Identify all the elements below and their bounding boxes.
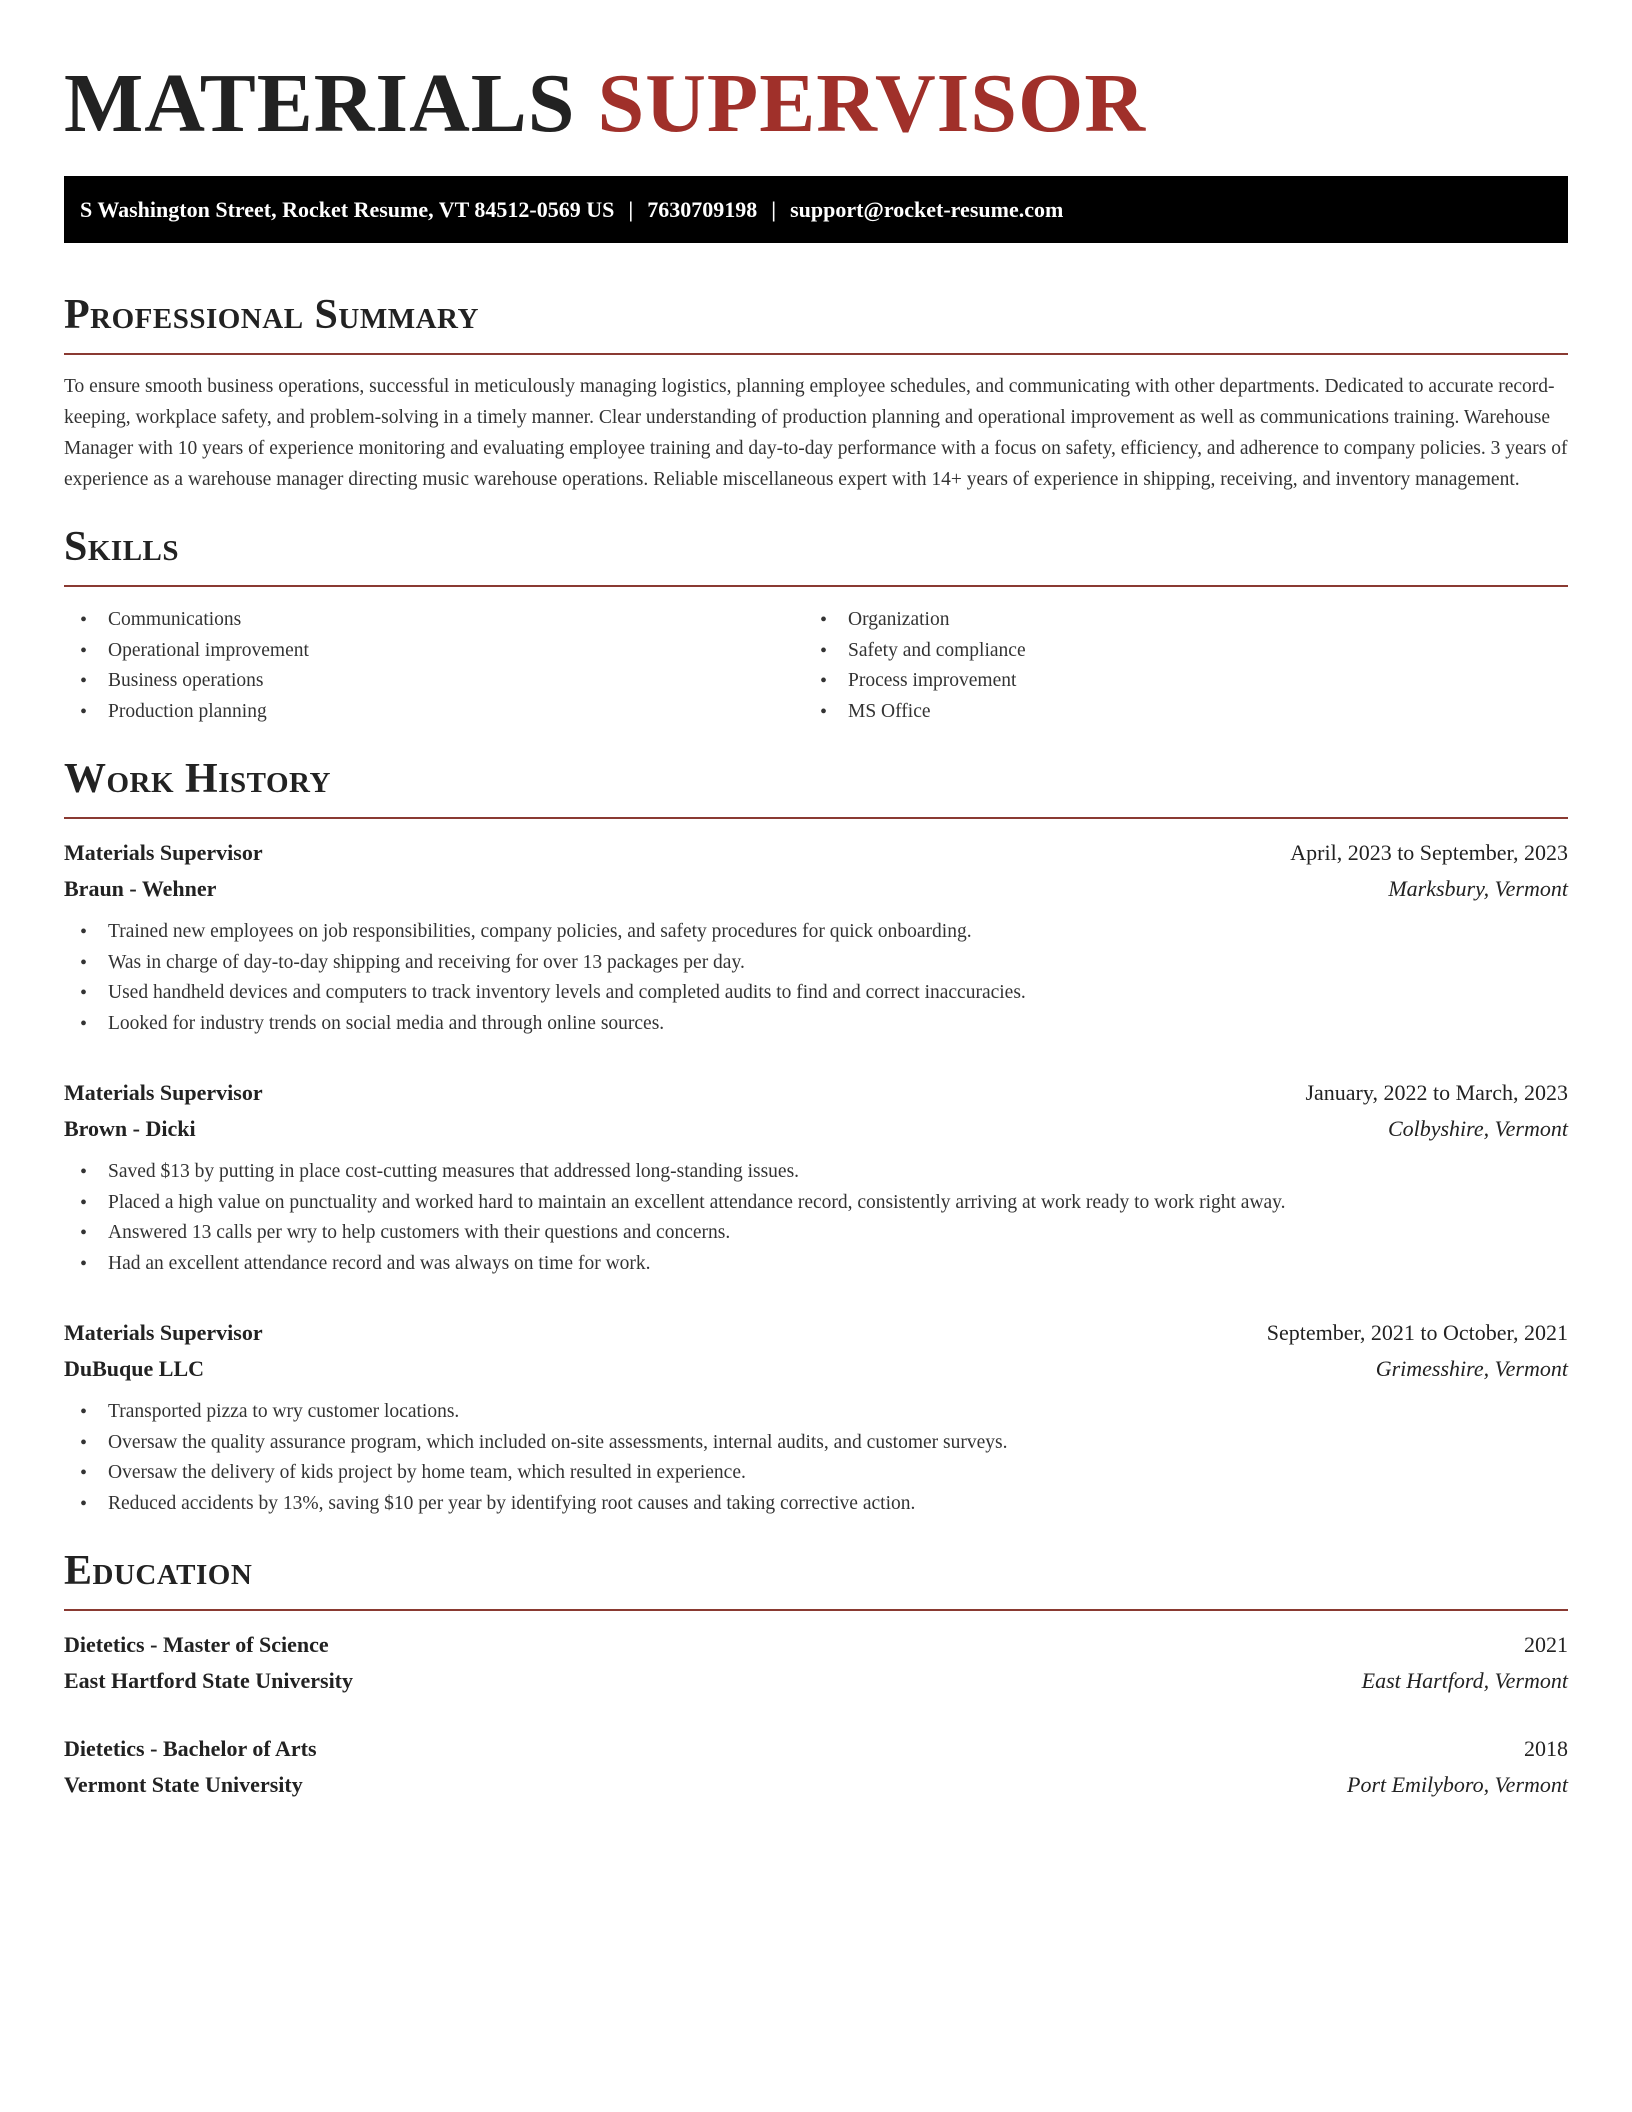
job-dates: January, 2022 to March, 2023	[1305, 1080, 1568, 1105]
skill-item: • Production planning	[64, 697, 804, 728]
job-company: Braun - Wehner	[64, 876, 217, 901]
job-location: Marksbury, Vermont	[1388, 876, 1568, 901]
education-degree: Dietetics - Bachelor of Arts	[64, 1736, 317, 1761]
section-divider	[64, 353, 1568, 355]
skills-column-right	[804, 605, 1544, 727]
section-title-summary: Professional Summary	[64, 292, 479, 338]
education-degree: Dietetics - Master of Science	[64, 1632, 329, 1657]
job-bullets	[64, 1157, 1568, 1279]
skills-list	[64, 605, 1568, 727]
section-divider	[64, 585, 1568, 587]
education-entry	[64, 1627, 1568, 1699]
summary-section	[64, 289, 1568, 495]
job-title: Materials Supervisor	[64, 840, 263, 865]
education-school-row	[64, 1767, 1568, 1803]
contact-address: S Washington Street, Rocket Resume, VT 84512-0569 US	[80, 197, 615, 222]
job-company-row	[64, 1351, 1568, 1387]
contact-separator: |	[771, 197, 777, 222]
education-location: East Hartford, Vermont	[1361, 1668, 1568, 1693]
work-history-section	[64, 753, 1568, 1519]
education-school: Vermont State University	[64, 1772, 303, 1797]
job-title-row	[64, 835, 1568, 871]
section-title-skills: Skills	[64, 524, 180, 570]
job-bullet: • Transported pizza to wry customer locations.	[64, 1397, 1568, 1428]
job-company: DuBuque LLC	[64, 1356, 205, 1381]
job-title: Materials Supervisor	[64, 1320, 263, 1345]
education-section	[64, 1545, 1568, 1803]
contact-email: support@rocket-resume.com	[790, 197, 1064, 222]
skill-item: • Communications	[64, 605, 804, 636]
job-entry	[64, 1315, 1568, 1519]
job-bullet: • Was in charge of day-to-day shipping and receiving for over 13 packages per day.	[64, 948, 1568, 979]
education-location: Port Emilyboro, Vermont	[1347, 1772, 1568, 1797]
job-entry	[64, 1075, 1568, 1279]
job-bullet: • Used handheld devices and computers to track inventory levels and completed audits to find and correct inaccuracies.	[64, 978, 1568, 1009]
job-company-row	[64, 1111, 1568, 1147]
section-title-education: Education	[64, 1548, 253, 1594]
resume-page	[64, 0, 1568, 1803]
job-location: Grimesshire, Vermont	[1375, 1356, 1568, 1381]
job-bullet: • Answered 13 calls per wry to help customers with their questions and concerns.	[64, 1218, 1568, 1249]
contact-separator: |	[628, 197, 634, 222]
name-last: SUPERVISOR	[597, 57, 1147, 150]
job-bullets	[64, 917, 1568, 1039]
skills-section	[64, 521, 1568, 727]
job-bullet: • Looked for industry trends on social media and through online sources.	[64, 1009, 1568, 1040]
job-bullet: • Trained new employees on job responsibilities, company policies, and safety procedures for quick onboarding.	[64, 917, 1568, 948]
job-company: Brown - Dicki	[64, 1116, 196, 1141]
job-entry	[64, 835, 1568, 1039]
job-bullet: • Placed a high value on punctuality and worked hard to maintain an excellent attendance record, consistently arriving at work ready to work right away.	[64, 1188, 1568, 1219]
skill-item: • Process improvement	[804, 666, 1544, 697]
candidate-name	[64, 0, 1568, 154]
skill-item: • Safety and compliance	[804, 636, 1544, 667]
job-title-row	[64, 1315, 1568, 1351]
job-bullet: • Oversaw the quality assurance program, which included on-site assessments, internal audits, and customer surveys.	[64, 1428, 1568, 1459]
skills-column-left	[64, 605, 804, 727]
skill-item: • MS Office	[804, 697, 1544, 728]
education-school-row	[64, 1663, 1568, 1699]
job-bullet: • Reduced accidents by 13%, saving $10 per year by identifying root causes and taking corrective action.	[64, 1489, 1568, 1520]
job-title-row	[64, 1075, 1568, 1111]
education-year: 2018	[1524, 1736, 1568, 1761]
education-school: East Hartford State University	[64, 1668, 354, 1693]
education-year: 2021	[1524, 1632, 1568, 1657]
job-title: Materials Supervisor	[64, 1080, 263, 1105]
job-bullet: • Had an excellent attendance record and was always on time for work.	[64, 1249, 1568, 1280]
job-bullet: • Saved $13 by putting in place cost-cutting measures that addressed long-standing issues.	[64, 1157, 1568, 1188]
section-divider	[64, 817, 1568, 819]
education-degree-row	[64, 1731, 1568, 1767]
section-title-work-history: Work History	[64, 756, 331, 802]
job-bullet: • Oversaw the delivery of kids project by home team, which resulted in experience.	[64, 1458, 1568, 1489]
skill-item: • Organization	[804, 605, 1544, 636]
education-entry	[64, 1731, 1568, 1803]
summary-text: To ensure smooth business operations, successful in meticulously managing logistics, planning employee schedules, and communicating with other departments. Dedicated to accurate record-keeping, workplace safety, and problem-solving in a timely manner. Clear understanding of production planning and operational improvement as well as communications training. Warehouse Manager with 10 years of experience monitoring and evaluating employee training and day-to-day performance with a focus on safety, efficiency, and adherence to company policies. 3 years of experience as a warehouse manager directing music warehouse operations. Reliable miscellaneous expert with 14+ years of experience in shipping, receiving, and inventory management.	[64, 376, 1568, 490]
job-dates: September, 2021 to October, 2021	[1266, 1320, 1568, 1345]
job-dates: April, 2023 to September, 2023	[1290, 840, 1568, 865]
job-location: Colbyshire, Vermont	[1387, 1116, 1568, 1141]
job-company-row	[64, 871, 1568, 907]
contact-bar	[64, 176, 1568, 243]
job-bullets	[64, 1397, 1568, 1519]
skill-item: • Business operations	[64, 666, 804, 697]
skill-item: • Operational improvement	[64, 636, 804, 667]
education-degree-row	[64, 1627, 1568, 1663]
section-divider	[64, 1609, 1568, 1611]
contact-phone: 7630709198	[647, 197, 758, 222]
name-first: MATERIALS	[64, 57, 576, 150]
